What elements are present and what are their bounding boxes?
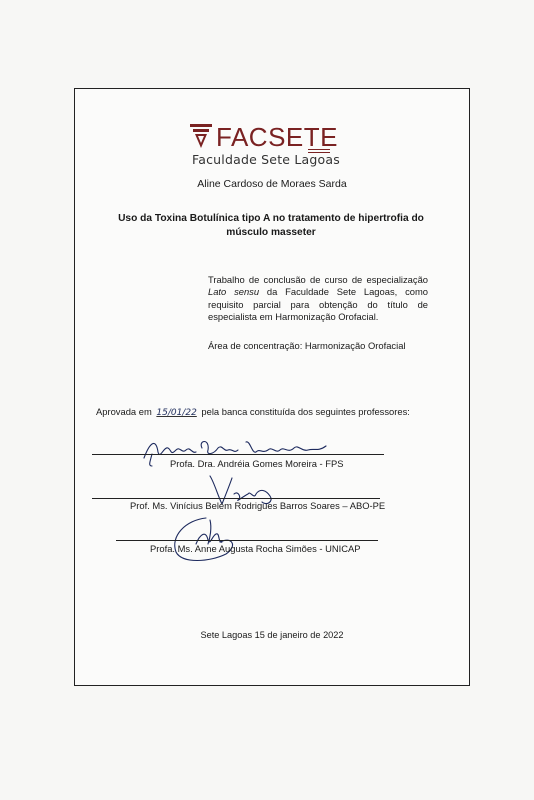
signature-line-3 [116,540,378,541]
description-text-start: Trabalho de conclusão de curso de especialização [208,274,428,285]
signature-line-1 [92,454,384,455]
description-text-end: da Faculdade Sete Lagoas, como requisito parcial para obtenção do título de especialista em Harmonização Orofacial. [208,286,428,323]
approval-suffix: pela banca constituída dos seguintes professores: [201,406,410,417]
logo-wordmark: FACSETE [216,122,338,152]
description-italic-term: Lato sensu [208,286,260,298]
author-name: Aline Cardoso de Moraes Sarda [197,178,347,190]
place-and-date: Sete Lagoas 15 de janeiro de 2022 [200,630,344,640]
thesis-title: Uso da Toxina Botulínica tipo A no tratamento de hipertrofia do músculo masseter [118,213,424,238]
thesis-description [208,274,428,324]
facsete-logo [190,122,350,170]
concentration-area: Área de concentração: Harmonização Orofacial [208,340,406,351]
approval-prefix: Aprovada em [96,406,152,417]
facsete-emblem-icon [190,124,212,150]
examiner-name-3: Profa. Ms. Anne Augusta Rocha Simões - UNICAP [150,543,361,554]
approval-statement [96,406,436,418]
logo-subtitle: Faculdade Sete Lagoas [192,152,340,167]
examiner-name-2: Prof. Ms. Vinícius Belém Rodrigues Barros Soares – ABO-PE [130,500,386,511]
examiner-name-1: Profa. Dra. Andréia Gomes Moreira - FPS [170,458,344,469]
approval-handwritten-date: 15/01/22 [156,408,197,418]
signature-line-2 [92,498,380,499]
